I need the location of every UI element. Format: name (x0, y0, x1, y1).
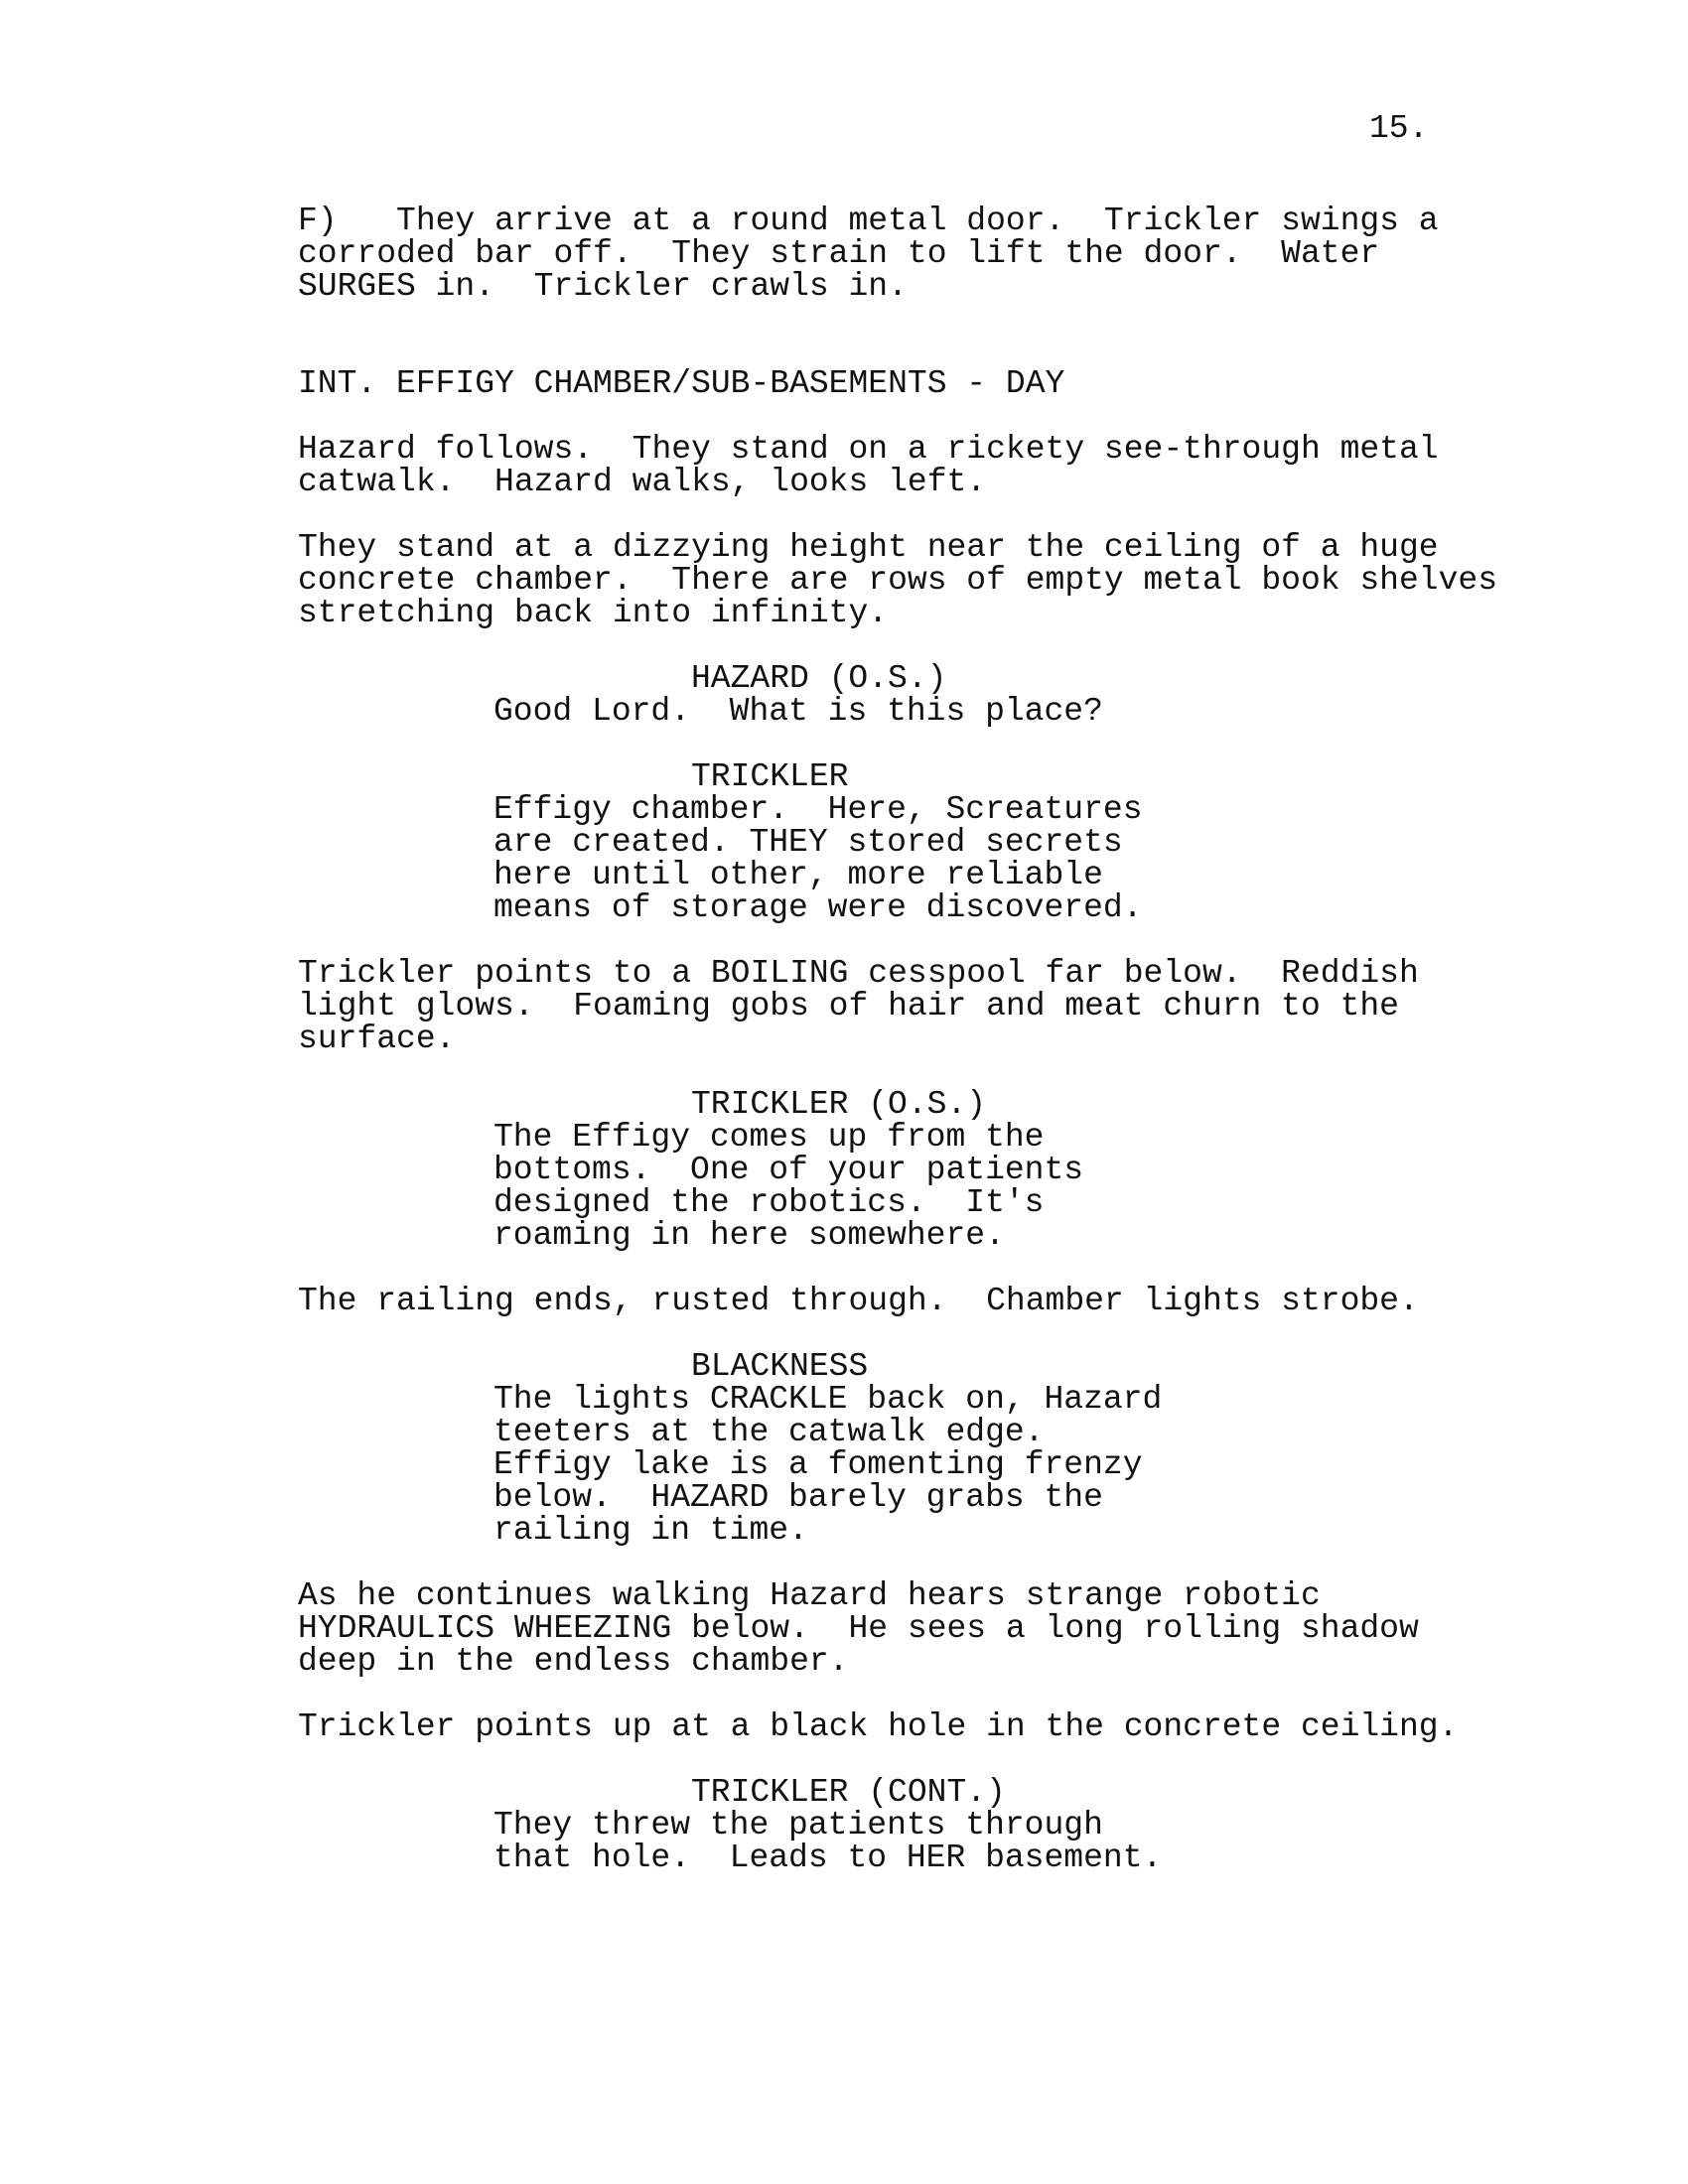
dialogue-line: Good Lord. What is this place? (493, 693, 1103, 730)
action-line: F) They arrive at a round metal door. Trickler swings a (298, 203, 1439, 239)
action-line: corroded bar off. They strain to lift the door. Water (298, 235, 1380, 272)
action-block-railing (298, 1285, 1589, 1317)
dialogue-line: Effigy lake is a fomenting frenzy (493, 1446, 1143, 1483)
dialogue-trickler-effigy-bottoms (493, 1121, 1189, 1252)
scene-heading (298, 367, 1589, 400)
action-block-cesspool (298, 957, 1589, 1055)
dialogue-line: railing in time. (493, 1512, 808, 1549)
character-cue-trickler-os: TRICKLER (O.S.) (691, 1086, 987, 1123)
action-line: stretching back into infinity. (298, 595, 889, 631)
action-line: light glows. Foaming gobs of hair and meat churn to the (298, 988, 1399, 1024)
action-line: They stand at a dizzying height near the ceiling of a huge (298, 529, 1439, 566)
action-line: Trickler points to a BOILING cesspool far below. Reddish (298, 955, 1419, 992)
action-line: SURGES in. Trickler crawls in. (298, 268, 908, 305)
action-block-hydraulics (298, 1579, 1589, 1678)
dialogue-line: teeters at the catwalk edge. (493, 1414, 1045, 1450)
dialogue-line: here until other, more reliable (493, 857, 1103, 893)
character-cue-blackness: BLACKNESS (691, 1348, 869, 1385)
dialogue-line: designed the robotics. It's (493, 1184, 1045, 1221)
action-block-hazard-follows (298, 433, 1589, 498)
dialogue-blackness (493, 1383, 1189, 1547)
dialogue-line: that hole. Leads to HER basement. (493, 1840, 1163, 1876)
scene-heading-text: INT. EFFIGY CHAMBER/SUB-BASEMENTS - DAY (298, 365, 1065, 402)
dialogue-line: are created. THEY stored secrets (493, 824, 1123, 861)
action-line: The railing ends, rusted through. Chamber lights strobe. (298, 1283, 1419, 1319)
action-block-chamber (298, 531, 1589, 629)
dialogue-line: They threw the patients through (493, 1807, 1103, 1843)
character-cue-hazard-os: HAZARD (O.S.) (691, 660, 947, 697)
dialogue-line: The lights CRACKLE back on, Hazard (493, 1381, 1163, 1418)
dialogue-line: bottoms. One of your patients (493, 1152, 1084, 1188)
dialogue-line: roaming in here somewhere. (493, 1217, 1005, 1254)
action-line: concrete chamber. There are rows of empty metal book shelves (298, 562, 1497, 599)
action-line: surface. (298, 1021, 456, 1057)
action-line: catwalk. Hazard walks, looks left. (298, 464, 987, 500)
action-block-arrive-door (298, 205, 1589, 303)
action-line: As he continues walking Hazard hears strange robotic (298, 1577, 1321, 1614)
dialogue-line: Effigy chamber. Here, Screatures (493, 791, 1143, 828)
character-cue-trickler-cont: TRICKLER (CONT.) (691, 1774, 1006, 1811)
page-number: 15. (1369, 110, 1429, 147)
action-line: Hazard follows. They stand on a rickety see-through metal (298, 431, 1439, 468)
action-line: HYDRAULICS WHEEZING below. He sees a long rolling shadow (298, 1610, 1419, 1647)
character-cue-trickler: TRICKLER (691, 758, 849, 795)
dialogue-line: below. HAZARD barely grabs the (493, 1479, 1103, 1516)
action-line: Trickler points up at a black hole in the concrete ceiling. (298, 1708, 1459, 1745)
action-block-black-hole (298, 1710, 1589, 1743)
dialogue-trickler-effigy-chamber (493, 793, 1189, 924)
dialogue-line: The Effigy comes up from the (493, 1119, 1045, 1156)
dialogue-trickler-hole (493, 1809, 1189, 1874)
dialogue-hazard (493, 695, 1189, 728)
action-line: deep in the endless chamber. (298, 1643, 849, 1680)
dialogue-line: means of storage were discovered. (493, 889, 1143, 926)
